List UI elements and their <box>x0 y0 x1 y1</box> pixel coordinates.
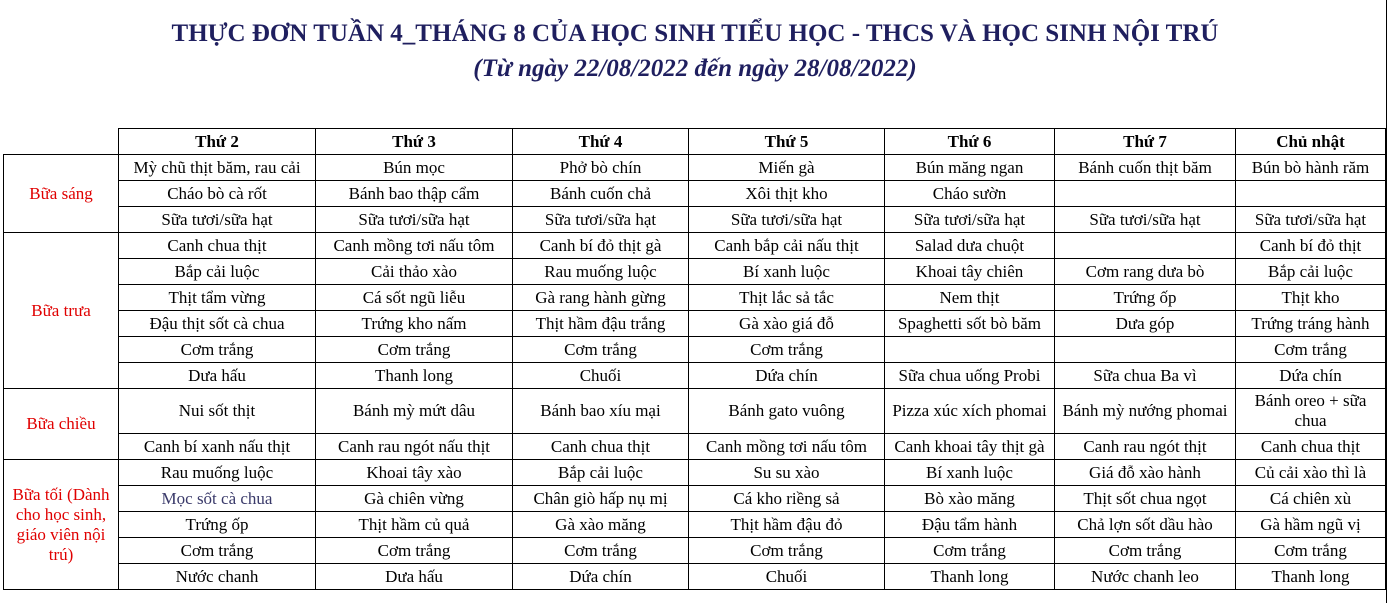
menu-row-afternoon <box>4 434 1386 460</box>
dish-cell[interactable]: Chả lợn sốt dầu hào <box>1055 512 1236 538</box>
day-header[interactable]: Thứ 3 <box>316 129 513 155</box>
dish-cell[interactable]: Dứa chín <box>1236 363 1386 389</box>
sheet-edge-line <box>1386 0 1387 603</box>
dish-cell[interactable]: Khoai tây xào <box>316 460 513 486</box>
dish-cell[interactable]: Cơm trắng <box>689 337 885 363</box>
menu-row-breakfast <box>4 155 1386 181</box>
day-header[interactable]: Chủ nhật <box>1236 129 1386 155</box>
dish-cell[interactable]: Thịt tẩm vừng <box>119 285 316 311</box>
dish-cell[interactable]: Cháo bò cà rốt <box>119 181 316 207</box>
dish-cell[interactable]: Thịt lắc sả tắc <box>689 285 885 311</box>
dish-cell[interactable]: Cơm trắng <box>1055 538 1236 564</box>
dish-cell[interactable]: Dứa chín <box>689 363 885 389</box>
dish-cell[interactable]: Canh chua thịt <box>1236 434 1386 460</box>
day-header-row <box>4 129 1386 155</box>
dish-cell[interactable]: Cơm trắng <box>1236 538 1386 564</box>
dish-cell[interactable]: Sữa tươi/sữa hạt <box>689 207 885 233</box>
dish-cell[interactable]: Phở bò chín <box>513 155 689 181</box>
dish-cell[interactable]: Cơm trắng <box>119 337 316 363</box>
dish-cell[interactable]: Cơm trắng <box>316 337 513 363</box>
dish-cell[interactable]: Bắp cải luộc <box>513 460 689 486</box>
dish-cell[interactable] <box>1055 233 1236 259</box>
dish-cell[interactable]: Gà hầm ngũ vị <box>1236 512 1386 538</box>
dish-cell[interactable] <box>1055 337 1236 363</box>
dish-cell[interactable]: Sữa chua uống Probi <box>885 363 1055 389</box>
menu-row-afternoon <box>4 389 1386 434</box>
dish-cell[interactable]: Chuối <box>513 363 689 389</box>
menu-row-dinner <box>4 486 1386 512</box>
weekly-menu-table <box>3 128 1386 590</box>
dish-cell[interactable] <box>1236 181 1386 207</box>
dish-cell[interactable]: Dứa chín <box>513 564 689 590</box>
dish-cell[interactable]: Pizza xúc xích phomai <box>885 389 1055 434</box>
meal-label-dinner[interactable]: Bữa tối (Dành cho học sinh, giáo viên nội trú) <box>4 460 119 590</box>
dish-cell[interactable]: Sữa chua Ba vì <box>1055 363 1236 389</box>
dish-cell[interactable]: Bánh mỳ nướng phomai <box>1055 389 1236 434</box>
dish-cell[interactable]: Bắp cải luộc <box>1236 259 1386 285</box>
dish-cell[interactable]: Nước chanh leo <box>1055 564 1236 590</box>
dish-cell[interactable]: Sữa tươi/sữa hạt <box>513 207 689 233</box>
menu-row-lunch <box>4 311 1386 337</box>
dish-cell[interactable]: Cơm trắng <box>316 538 513 564</box>
dish-cell[interactable]: Nem thịt <box>885 285 1055 311</box>
corner-cell <box>4 129 119 155</box>
menu-row-lunch <box>4 259 1386 285</box>
dish-cell[interactable]: Bánh oreo + sữa chua <box>1236 389 1386 434</box>
dish-cell[interactable]: Nui sốt thịt <box>119 389 316 434</box>
dish-cell[interactable]: Mọc sốt cà chua <box>119 486 316 512</box>
menu-row-dinner <box>4 512 1386 538</box>
dish-cell[interactable]: Sữa tươi/sữa hạt <box>119 207 316 233</box>
dish-cell[interactable]: Rau muống luộc <box>119 460 316 486</box>
dish-cell[interactable]: Rau muống luộc <box>513 259 689 285</box>
meal-label-afternoon[interactable]: Bữa chiều <box>4 389 119 460</box>
day-header[interactable]: Thứ 5 <box>689 129 885 155</box>
dish-cell[interactable]: Canh bắp cải nấu thịt <box>689 233 885 259</box>
dish-cell[interactable]: Bún bò hành răm <box>1236 155 1386 181</box>
dish-cell[interactable] <box>885 337 1055 363</box>
menu-row-lunch <box>4 285 1386 311</box>
dish-cell[interactable]: Bánh gato vuông <box>689 389 885 434</box>
dish-cell[interactable]: Thanh long <box>316 363 513 389</box>
dish-cell[interactable]: Bí xanh luộc <box>885 460 1055 486</box>
dish-cell[interactable]: Gà chiên vừng <box>316 486 513 512</box>
dish-cell[interactable]: Canh mồng tơi nấu tôm <box>689 434 885 460</box>
dish-cell[interactable]: Bún mọc <box>316 155 513 181</box>
dish-cell[interactable]: Cá kho riềng sả <box>689 486 885 512</box>
menu-row-dinner <box>4 564 1386 590</box>
dish-cell[interactable]: Sữa tươi/sữa hạt <box>885 207 1055 233</box>
dish-cell[interactable]: Cải thảo xào <box>316 259 513 285</box>
dish-cell[interactable]: Canh rau ngót thịt <box>1055 434 1236 460</box>
dish-cell[interactable]: Thịt hầm đậu trắng <box>513 311 689 337</box>
dish-cell[interactable]: Chân giò hấp nụ mị <box>513 486 689 512</box>
dish-cell[interactable]: Cá sốt ngũ liễu <box>316 285 513 311</box>
dish-cell[interactable]: Bí xanh luộc <box>689 259 885 285</box>
dish-cell[interactable]: Cơm trắng <box>119 538 316 564</box>
dish-cell[interactable]: Sữa tươi/sữa hạt <box>316 207 513 233</box>
dish-cell[interactable] <box>1055 181 1236 207</box>
dish-cell[interactable]: Củ cải xào thì là <box>1236 460 1386 486</box>
dish-cell[interactable]: Thịt hầm đậu đỏ <box>689 512 885 538</box>
title-area <box>0 0 1390 128</box>
dish-cell[interactable]: Bánh bao xíu mại <box>513 389 689 434</box>
dish-cell[interactable]: Dưa góp <box>1055 311 1236 337</box>
dish-cell[interactable]: Su su xào <box>689 460 885 486</box>
dish-cell[interactable]: Canh bí đỏ thịt <box>1236 233 1386 259</box>
dish-cell[interactable]: Nước chanh <box>119 564 316 590</box>
dish-cell[interactable]: Mỳ chũ thịt băm, rau cải <box>119 155 316 181</box>
dish-cell[interactable]: Sữa tươi/sữa hạt <box>1236 207 1386 233</box>
dish-cell[interactable]: Đậu tẩm hành <box>885 512 1055 538</box>
dish-cell[interactable]: Cơm trắng <box>513 538 689 564</box>
dish-cell[interactable]: Canh chua thịt <box>513 434 689 460</box>
dish-cell[interactable]: Bò xào măng <box>885 486 1055 512</box>
day-header[interactable]: Thứ 4 <box>513 129 689 155</box>
menu-row-lunch <box>4 337 1386 363</box>
dish-cell[interactable]: Thịt kho <box>1236 285 1386 311</box>
day-header[interactable]: Thứ 2 <box>119 129 316 155</box>
menu-title: THỰC ĐƠN TUẦN 4_THÁNG 8 CỦA HỌC SINH TIỂU HỌC - THCS VÀ HỌC SINH NỘI TRÚ <box>171 20 1219 47</box>
dish-cell[interactable]: Thịt hầm củ quả <box>316 512 513 538</box>
dish-cell[interactable]: Gà xào giá đỗ <box>689 311 885 337</box>
day-header[interactable]: Thứ 6 <box>885 129 1055 155</box>
dish-cell[interactable]: Cá chiên xù <box>1236 486 1386 512</box>
dish-cell[interactable]: Trứng kho nấm <box>316 311 513 337</box>
dish-cell[interactable]: Khoai tây chiên <box>885 259 1055 285</box>
dish-cell[interactable]: Spaghetti sốt bò băm <box>885 311 1055 337</box>
dish-cell[interactable]: Bún măng ngan <box>885 155 1055 181</box>
dish-cell[interactable]: Bánh bao thập cẩm <box>316 181 513 207</box>
dish-cell[interactable]: Cơm trắng <box>689 538 885 564</box>
dish-cell[interactable]: Cháo sườn <box>885 181 1055 207</box>
dish-cell[interactable]: Bánh cuốn thịt băm <box>1055 155 1236 181</box>
dish-cell[interactable]: Thanh long <box>1236 564 1386 590</box>
dish-cell[interactable]: Salad dưa chuột <box>885 233 1055 259</box>
dish-cell[interactable]: Canh chua thịt <box>119 233 316 259</box>
dish-cell[interactable]: Canh rau ngót nấu thịt <box>316 434 513 460</box>
dish-cell[interactable]: Thanh long <box>885 564 1055 590</box>
dish-cell[interactable]: Bánh cuốn chả <box>513 181 689 207</box>
dish-cell[interactable]: Gà rang hành gừng <box>513 285 689 311</box>
day-header[interactable]: Thứ 7 <box>1055 129 1236 155</box>
dish-cell[interactable]: Miến gà <box>689 155 885 181</box>
meal-label-breakfast[interactable]: Bữa sáng <box>4 155 119 233</box>
menu-row-lunch <box>4 233 1386 259</box>
dish-cell[interactable]: Canh bí xanh nấu thịt <box>119 434 316 460</box>
dish-cell[interactable]: Trứng ốp <box>1055 285 1236 311</box>
menu-row-dinner <box>4 538 1386 564</box>
menu-row-breakfast <box>4 207 1386 233</box>
dish-cell[interactable]: Chuối <box>689 564 885 590</box>
menu-row-lunch <box>4 363 1386 389</box>
menu-row-breakfast <box>4 181 1386 207</box>
dish-cell[interactable]: Xôi thịt kho <box>689 181 885 207</box>
dish-cell[interactable]: Dưa hấu <box>119 363 316 389</box>
dish-cell[interactable]: Bánh mỳ mứt dâu <box>316 389 513 434</box>
dish-cell[interactable]: Đậu thịt sốt cà chua <box>119 311 316 337</box>
dish-cell[interactable]: Cơm trắng <box>885 538 1055 564</box>
dish-cell[interactable]: Cơm rang dưa bò <box>1055 259 1236 285</box>
menu-date-range: (Từ ngày 22/08/2022 đến ngày 28/08/2022) <box>473 55 917 82</box>
dish-cell[interactable]: Canh bí đỏ thịt gà <box>513 233 689 259</box>
dish-cell[interactable]: Canh khoai tây thịt gà <box>885 434 1055 460</box>
dish-cell[interactable]: Trứng tráng hành <box>1236 311 1386 337</box>
menu-row-dinner <box>4 460 1386 486</box>
dish-cell[interactable]: Sữa tươi/sữa hạt <box>1055 207 1236 233</box>
dish-cell[interactable]: Canh mồng tơi nấu tôm <box>316 233 513 259</box>
dish-cell[interactable]: Gà xào măng <box>513 512 689 538</box>
dish-cell[interactable]: Cơm trắng <box>513 337 689 363</box>
dish-cell[interactable]: Cơm trắng <box>1236 337 1386 363</box>
dish-cell[interactable]: Bắp cải luộc <box>119 259 316 285</box>
meal-label-lunch[interactable]: Bữa trưa <box>4 233 119 389</box>
dish-cell[interactable]: Giá đỗ xào hành <box>1055 460 1236 486</box>
dish-cell[interactable]: Thịt sốt chua ngọt <box>1055 486 1236 512</box>
dish-cell[interactable]: Dưa hấu <box>316 564 513 590</box>
dish-cell[interactable]: Trứng ốp <box>119 512 316 538</box>
